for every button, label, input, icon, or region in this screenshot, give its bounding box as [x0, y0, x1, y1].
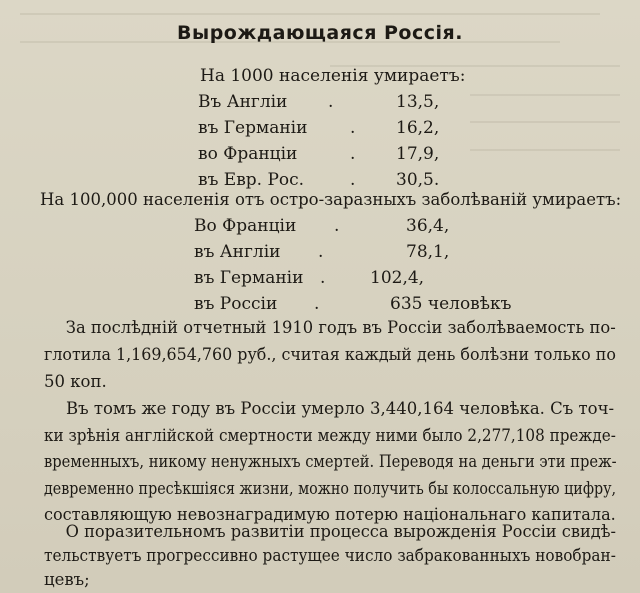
text-line: тельствуетъ прогрессивно растущее число забракованныхъ новобран-	[44, 546, 616, 565]
infectious-value: 635 человѣкъ	[390, 294, 512, 314]
text-line: составляющую невознаградимую потерю національнаго капитала.	[44, 505, 616, 524]
text-line: ки зрѣнія англійской смертности между ними было 2,277,108 прежде-	[44, 425, 616, 445]
infectious-heading: На 100,000 населенія отъ остро-заразныхъ заболѣваній умираетъ:	[40, 190, 622, 209]
dot-leader: .	[350, 170, 356, 190]
country-label: Во Франціи	[194, 216, 297, 236]
text-line: За послѣдній отчетный 1910 годъ въ Россіи заболѣваемость по-	[65, 318, 616, 337]
text-line: Въ томъ же году въ Россіи умерло 3,440,164 человѣка. Съ точ-	[66, 399, 615, 418]
country-label: въ Англіи	[194, 242, 281, 262]
paragraph-recruits	[44, 520, 616, 592]
country-label: Въ Англіи	[198, 92, 288, 112]
dot-leader: .	[350, 144, 356, 164]
country-label: въ Германіи	[194, 268, 304, 288]
mortality-value: 30,5.	[396, 170, 440, 190]
text-line: 50 коп.	[44, 372, 107, 391]
mortality-heading: На 1000 населенія умираетъ:	[200, 66, 466, 86]
dot-leader: .	[334, 216, 340, 236]
text-line: глотила 1,169,654,760 руб., считая каждый день болѣзни только по	[44, 345, 616, 364]
dot-leader: .	[318, 242, 324, 262]
text-line: временныхъ, никому ненужныхъ смертей. Переводя на деньги эти преж-	[44, 452, 617, 471]
mortality-value: 13,5,	[396, 92, 440, 112]
infectious-value: 78,1,	[406, 242, 450, 262]
page-title: Вырождающаяся Россія.	[177, 22, 463, 44]
dot-leader: .	[320, 268, 326, 288]
country-label: въ Россіи	[194, 294, 278, 314]
country-label: во Франціи	[198, 144, 298, 164]
infectious-value: 36,4,	[406, 216, 450, 236]
dot-leader: .	[350, 118, 356, 138]
infectious-value: 102,4,	[370, 268, 425, 288]
paragraph-disease-cost	[44, 314, 616, 395]
dot-leader: .	[314, 294, 320, 314]
country-label: въ Германіи	[198, 118, 308, 138]
country-label: въ Евр. Рос.	[198, 170, 305, 190]
text-line: О поразительномъ развитіи процесса вырожденія Россіи свидѣ-	[65, 522, 617, 541]
text-line: цевъ;	[44, 570, 90, 589]
mortality-value: 17,9,	[396, 144, 440, 164]
dot-leader: .	[328, 92, 334, 112]
text-line: девременно пресѣкшіяся жизни, можно получить бы колоссальную цифру,	[44, 478, 617, 498]
paragraph-premature-deaths	[44, 396, 616, 529]
mortality-value: 16,2,	[396, 118, 440, 138]
